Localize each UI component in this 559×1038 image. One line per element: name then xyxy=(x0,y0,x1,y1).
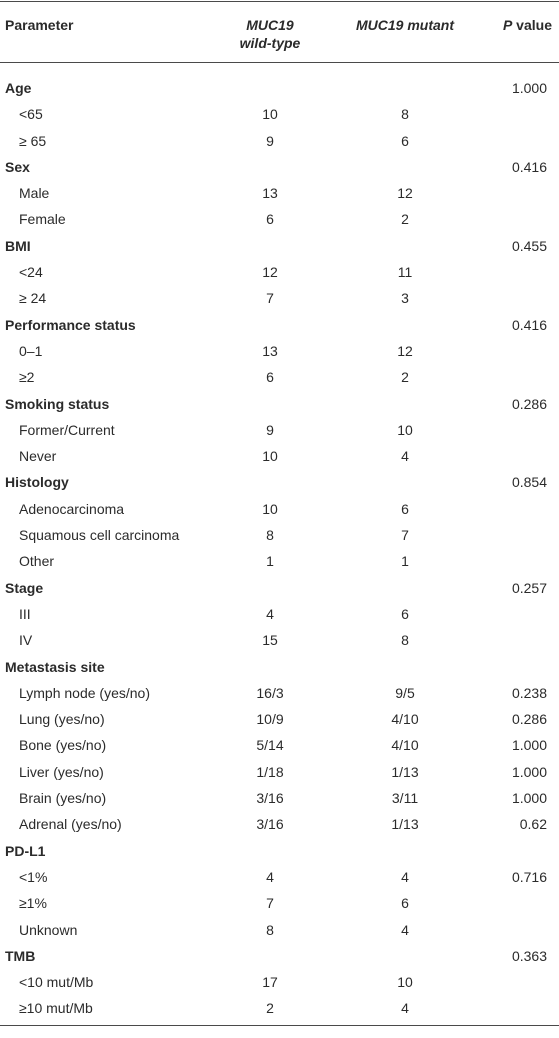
cell-wild-type: 1 xyxy=(266,553,274,570)
cell-mutant: 3 xyxy=(401,290,409,307)
row-label: <1% xyxy=(19,868,48,885)
cell-wild-type: 6 xyxy=(266,211,274,228)
row-label: Male xyxy=(19,185,50,202)
cell-mutant: 6 xyxy=(401,605,409,622)
row-label: <65 xyxy=(19,106,43,123)
cell-mutant: 6 xyxy=(401,500,409,517)
table-group-row xyxy=(0,575,559,601)
header-mutant: MUC19 mutant xyxy=(355,17,454,33)
cell-mutant: 4 xyxy=(401,868,409,885)
header-p-rest: value xyxy=(512,17,552,33)
cell-mutant: 10 xyxy=(397,421,413,438)
row-label: Sex xyxy=(5,158,30,175)
row-label: TMB xyxy=(5,947,36,964)
row-label: III xyxy=(19,605,31,622)
table-row xyxy=(0,811,559,837)
cell-p-value: 0.286 xyxy=(511,711,547,728)
cell-wild-type: 8 xyxy=(266,921,274,938)
cell-wild-type: 10/9 xyxy=(256,711,284,728)
table-group-row xyxy=(0,154,559,180)
table-row xyxy=(0,969,559,995)
cell-mutant: 4 xyxy=(401,1000,409,1017)
cell-mutant: 4 xyxy=(401,921,409,938)
row-label: <24 xyxy=(19,264,43,281)
cell-mutant: 9/5 xyxy=(395,684,415,701)
table-row xyxy=(0,206,559,232)
cell-wild-type: 9 xyxy=(266,132,274,149)
row-label: Metastasis site xyxy=(5,658,105,675)
cell-wild-type: 7 xyxy=(266,290,274,307)
cell-p-value: 0.238 xyxy=(511,684,547,701)
row-label: IV xyxy=(19,632,33,649)
cell-mutant: 4/10 xyxy=(391,711,419,728)
table-row xyxy=(0,680,559,706)
row-label: Performance status xyxy=(5,316,136,333)
header-wild-type-status: wild-type xyxy=(239,35,301,51)
cell-p-value: 1.000 xyxy=(511,80,547,96)
cell-mutant: 8 xyxy=(401,632,409,649)
cell-wild-type: 10 xyxy=(262,106,278,123)
cell-wild-type: 2 xyxy=(266,1000,274,1017)
cell-mutant: 1/13 xyxy=(391,763,419,780)
table-row xyxy=(0,759,559,785)
cell-p-value: 1.000 xyxy=(511,763,547,780)
table-group-row xyxy=(0,75,559,101)
table-row xyxy=(0,548,559,574)
cell-mutant: 12 xyxy=(397,185,413,202)
table-row xyxy=(0,917,559,943)
table-row xyxy=(0,785,559,811)
cell-mutant: 10 xyxy=(397,974,413,991)
cell-wild-type: 17 xyxy=(262,974,278,991)
row-label: Stage xyxy=(5,579,44,596)
cell-mutant: 1 xyxy=(401,553,409,570)
row-label: Brain (yes/no) xyxy=(19,790,107,807)
table-row xyxy=(0,601,559,627)
cell-mutant: 2 xyxy=(401,369,409,386)
cell-wild-type: 10 xyxy=(262,500,278,517)
table-row xyxy=(0,627,559,653)
cell-mutant: 4 xyxy=(401,448,409,465)
row-label: ≥10 mut/Mb xyxy=(19,1000,93,1017)
row-label: Age xyxy=(5,80,32,96)
cell-p-value: 0.286 xyxy=(511,395,547,412)
cell-wild-type: 3/16 xyxy=(256,816,284,833)
cell-wild-type: 4 xyxy=(266,868,274,885)
cell-wild-type: 6 xyxy=(266,369,274,386)
cell-mutant: 6 xyxy=(401,895,409,912)
cell-p-value: 0.416 xyxy=(511,158,547,175)
cell-wild-type: 15 xyxy=(262,632,278,649)
row-label: ≥2 xyxy=(19,369,35,386)
cell-mutant: 2 xyxy=(401,211,409,228)
table-row xyxy=(0,417,559,443)
cell-p-value: 0.716 xyxy=(511,868,547,885)
row-label: Lymph node (yes/no) xyxy=(19,684,150,701)
row-label: PD-L1 xyxy=(5,842,46,859)
header-wild-type xyxy=(220,16,320,52)
row-label: Squamous cell carcinoma xyxy=(19,527,180,544)
table-row xyxy=(0,890,559,916)
cell-p-value: 0.854 xyxy=(511,474,547,491)
row-label: BMI xyxy=(5,237,31,254)
table-row xyxy=(0,285,559,311)
table-group-row xyxy=(0,838,559,864)
table-group-row xyxy=(0,391,559,417)
cell-p-value: 0.455 xyxy=(511,237,547,254)
row-label: Bone (yes/no) xyxy=(19,737,107,754)
table-row xyxy=(0,995,559,1021)
cell-wild-type: 3/16 xyxy=(256,790,284,807)
table-group-row xyxy=(0,312,559,338)
header-parameter: Parameter xyxy=(5,17,74,33)
cell-wild-type: 13 xyxy=(262,185,278,202)
table-group-row xyxy=(0,943,559,969)
table-row xyxy=(0,101,559,127)
cell-p-value: 1.000 xyxy=(511,737,547,754)
table-row xyxy=(0,732,559,758)
header-wild-type-gene: MUC19 xyxy=(246,17,294,33)
row-label: <10 mut/Mb xyxy=(19,974,94,991)
cell-wild-type: 4 xyxy=(266,605,274,622)
row-label: ≥ 24 xyxy=(19,290,47,307)
cell-wild-type: 9 xyxy=(266,421,274,438)
table-row xyxy=(0,443,559,469)
row-label: ≥1% xyxy=(19,895,47,912)
cell-wild-type: 1/18 xyxy=(256,763,284,780)
cell-p-value: 0.416 xyxy=(511,316,547,333)
row-label: Former/Current xyxy=(19,421,115,438)
cell-wild-type: 5/14 xyxy=(256,737,284,754)
cell-mutant: 8 xyxy=(401,106,409,123)
row-label: Lung (yes/no) xyxy=(19,711,105,728)
cell-wild-type: 13 xyxy=(262,342,278,359)
cell-mutant: 3/11 xyxy=(391,790,419,807)
table-row xyxy=(0,364,559,390)
row-label: Liver (yes/no) xyxy=(19,763,104,780)
table-group-row xyxy=(0,654,559,680)
header-rule xyxy=(0,62,559,63)
row-label: Adenocarcinoma xyxy=(19,500,125,517)
table-group-row xyxy=(0,469,559,495)
table-row xyxy=(0,522,559,548)
table-group-row xyxy=(0,233,559,259)
cell-wild-type: 8 xyxy=(266,527,274,544)
table-row xyxy=(0,706,559,732)
table-row xyxy=(0,496,559,522)
row-label: Never xyxy=(19,448,57,465)
cell-wild-type: 12 xyxy=(262,264,278,281)
cell-mutant: 12 xyxy=(397,342,413,359)
row-label: 0–1 xyxy=(19,342,43,359)
table-row xyxy=(0,128,559,154)
header-p-value xyxy=(480,16,552,34)
cell-p-value: 1.000 xyxy=(511,790,547,807)
cell-mutant: 6 xyxy=(401,132,409,149)
row-label: Female xyxy=(19,211,66,228)
cell-wild-type: 7 xyxy=(266,895,274,912)
cell-mutant: 1/13 xyxy=(391,816,419,833)
table-row xyxy=(0,864,559,890)
cell-wild-type: 10 xyxy=(262,448,278,465)
cell-p-value: 0.62 xyxy=(519,816,547,833)
row-label: Adrenal (yes/no) xyxy=(19,816,122,833)
row-label: Unknown xyxy=(19,921,78,938)
header-p-letter: P xyxy=(502,17,513,33)
table-row xyxy=(0,338,559,364)
cell-mutant: 11 xyxy=(397,264,413,281)
row-label: Other xyxy=(19,553,55,570)
table-row xyxy=(0,259,559,285)
table-header xyxy=(0,1,559,62)
table-body xyxy=(0,75,559,1022)
row-label: Smoking status xyxy=(5,395,110,412)
cell-p-value: 0.363 xyxy=(511,947,547,964)
cell-mutant: 7 xyxy=(401,527,409,544)
cell-mutant: 4/10 xyxy=(391,737,419,754)
row-label: ≥ 65 xyxy=(19,132,47,149)
row-label: Histology xyxy=(5,474,69,491)
cell-p-value: 0.257 xyxy=(511,579,547,596)
table-row xyxy=(0,180,559,206)
table-bottom-rule xyxy=(0,1025,559,1026)
cell-wild-type: 16/3 xyxy=(256,684,284,701)
